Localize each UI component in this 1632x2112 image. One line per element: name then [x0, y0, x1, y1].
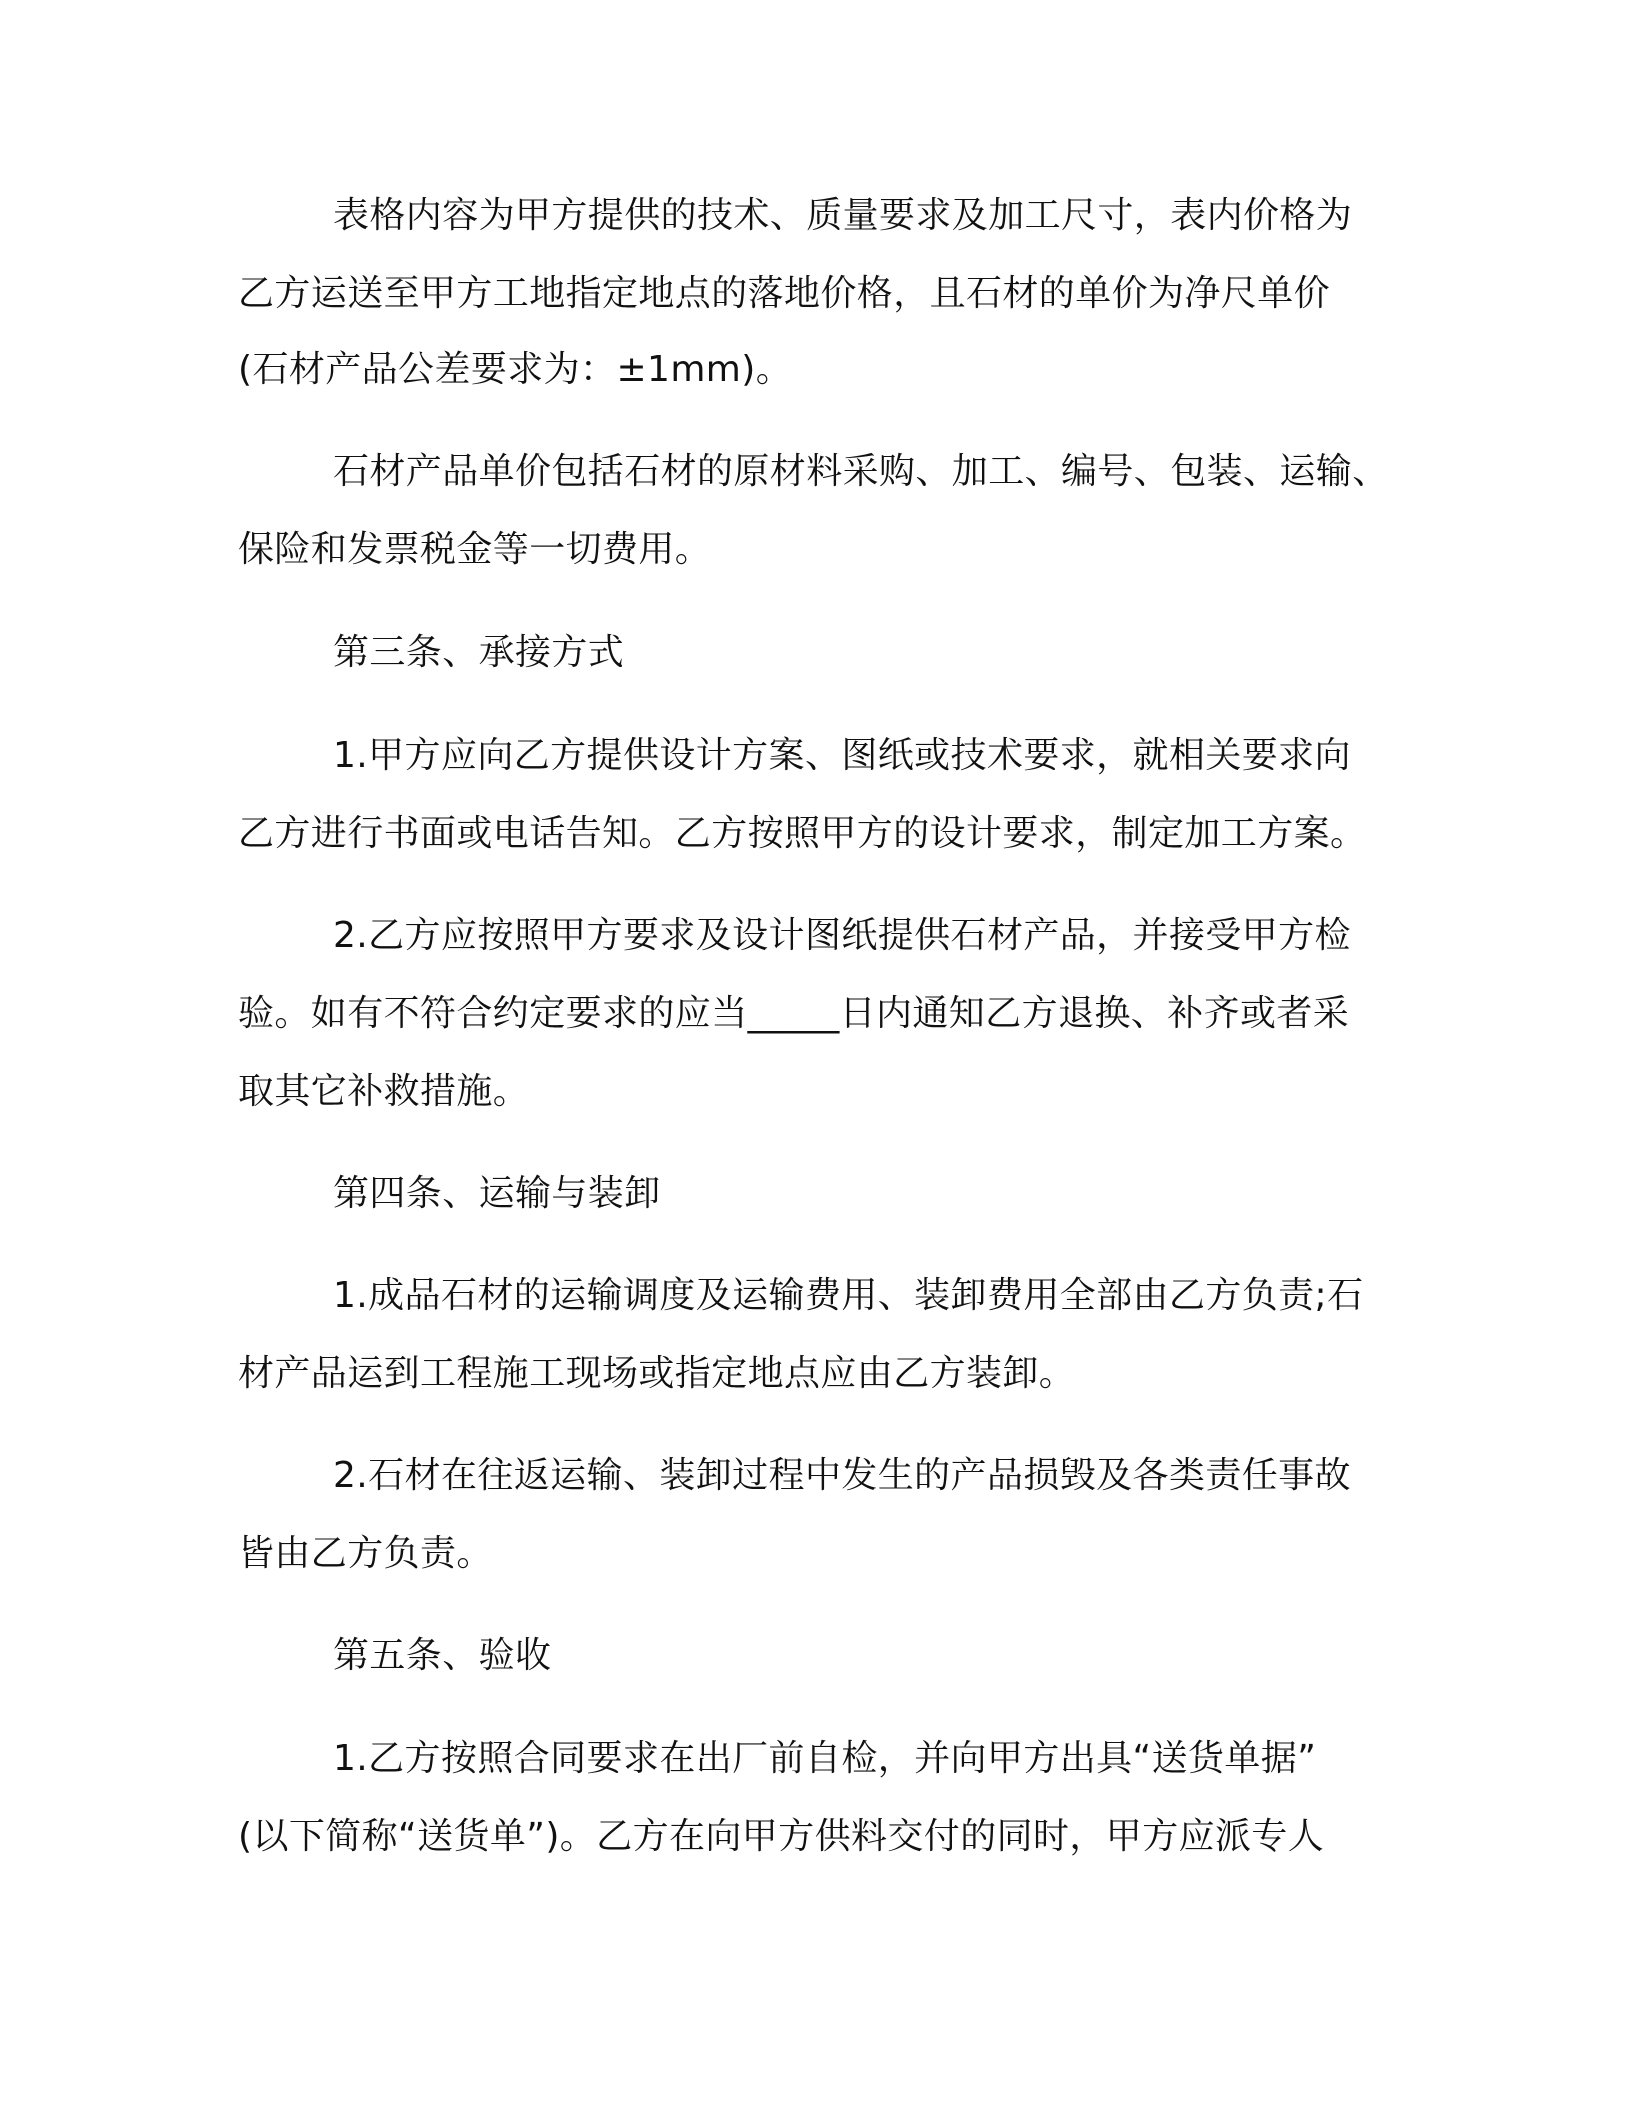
- paragraph-line: 验。如有不符合约定要求的应当_____日内通知乙方退换、补齐或者采: [238, 993, 1350, 1034]
- section-heading: 第三条、承接方式: [333, 632, 625, 673]
- paragraph-line: 皆由乙方负责。: [238, 1533, 493, 1574]
- section-heading: 第五条、验收: [333, 1635, 552, 1676]
- paragraph-line: 乙方进行书面或电话告知。乙方按照甲方的设计要求，制定加工方案。: [238, 813, 1367, 854]
- paragraph-line: 1.乙方按照合同要求在出厂前自检，并向甲方出具“送货单据”: [333, 1738, 1317, 1779]
- paragraph-line: 取其它补救措施。: [238, 1071, 530, 1112]
- paragraph-line: 石材产品单价包括石材的原材料采购、加工、编号、包装、运输、: [333, 451, 1389, 492]
- paragraph-line: (以下简称“送货单”)。乙方在向甲方供料交付的同时，甲方应派专人: [238, 1816, 1325, 1857]
- section-heading: 第四条、运输与装卸: [333, 1173, 661, 1214]
- paragraph-line: 1.成品石材的运输调度及运输费用、装卸费用全部由乙方负责;石: [333, 1275, 1364, 1316]
- paragraph-line: 材产品运到工程施工现场或指定地点应由乙方装卸。: [238, 1353, 1076, 1394]
- paragraph-line: 2.乙方应按照甲方要求及设计图纸提供石材产品，并接受甲方检: [333, 915, 1351, 956]
- paragraph-line: 表格内容为甲方提供的技术、质量要求及加工尺寸，表内价格为: [333, 195, 1353, 236]
- paragraph-line: 1.甲方应向乙方提供设计方案、图纸或技术要求，就相关要求向: [333, 735, 1351, 776]
- paragraph-line: 乙方运送至甲方工地指定地点的落地价格，且石材的单价为净尺单价: [238, 273, 1331, 314]
- paragraph-line: (石材产品公差要求为：±1mm)。: [238, 349, 793, 390]
- paragraph-line: 2.石材在往返运输、装卸过程中发生的产品损毁及各类责任事故: [333, 1455, 1351, 1496]
- paragraph-line: 保险和发票税金等一切费用。: [238, 529, 712, 570]
